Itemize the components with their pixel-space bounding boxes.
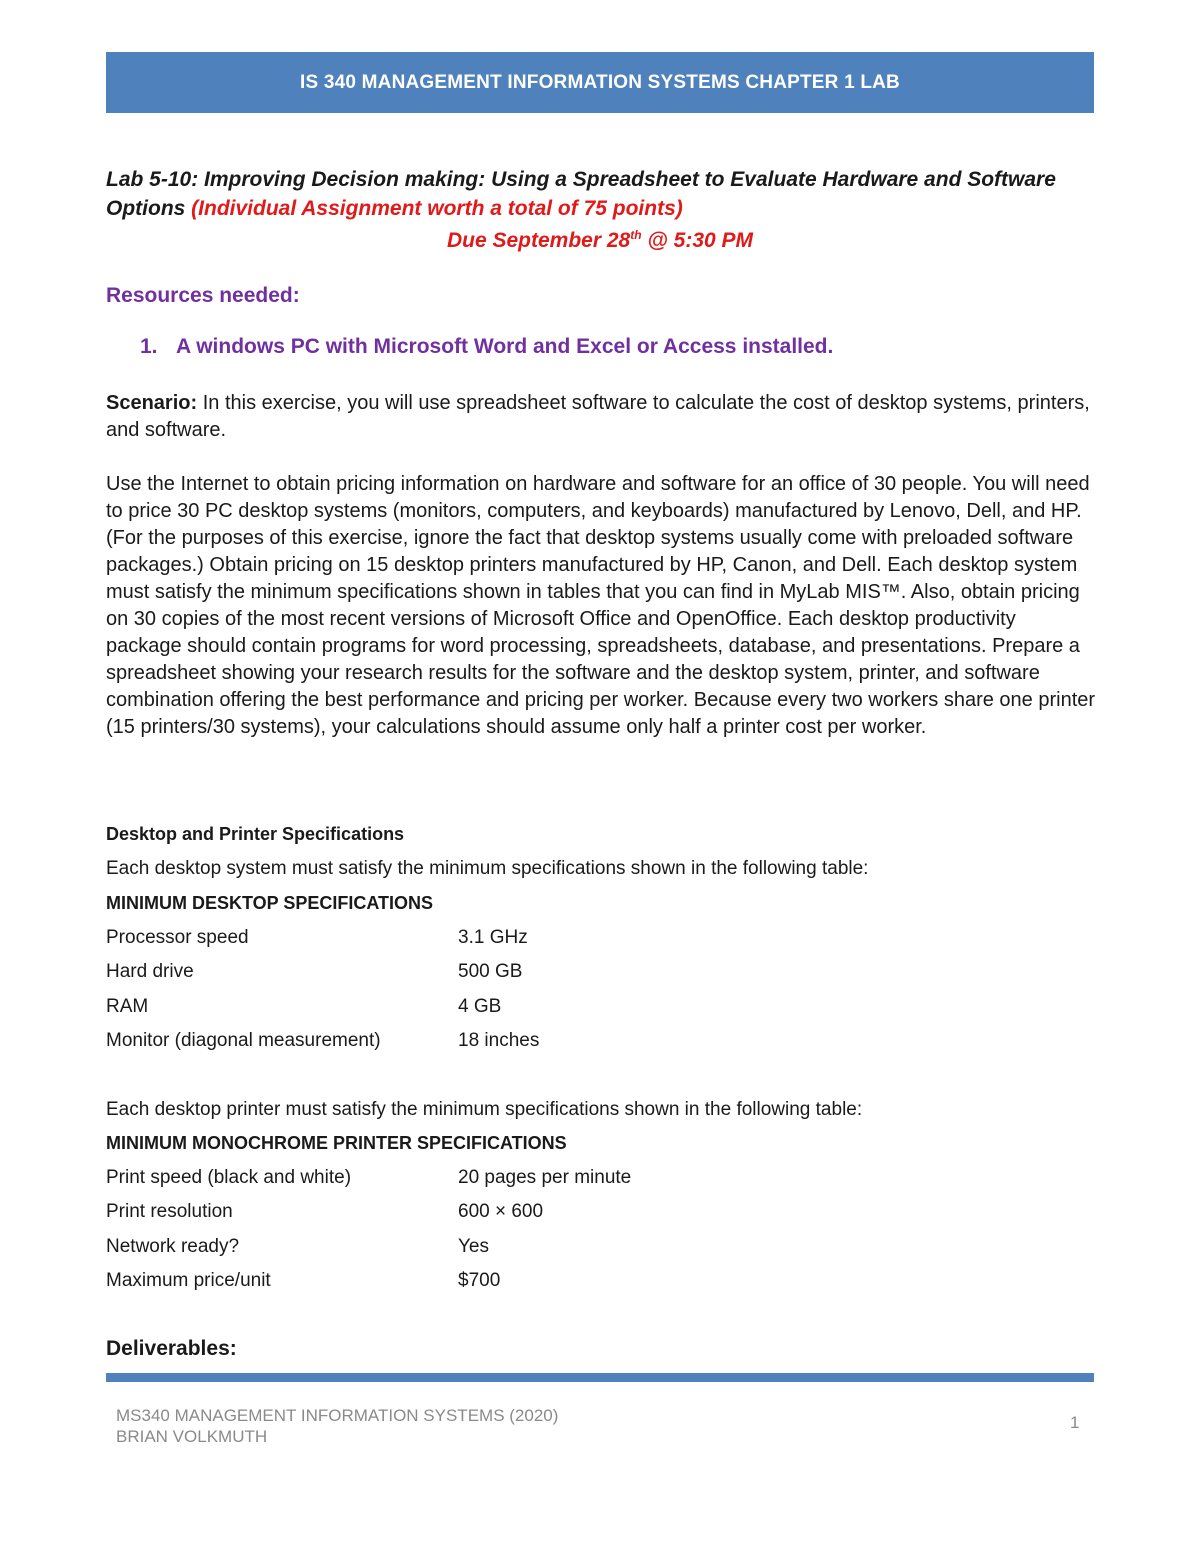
footer-divider	[106, 1373, 1094, 1382]
header-banner	[106, 52, 1094, 113]
resources-heading: Resources needed:	[106, 284, 300, 307]
spec-value: Yes	[458, 1236, 489, 1257]
spec-value: 20 pages per minute	[458, 1167, 632, 1188]
spec-label: Maximum price/unit	[106, 1270, 271, 1291]
spec-value: 18 inches	[458, 1030, 540, 1051]
lab-title-points-note: (Individual Assignment worth a total of 75 points)	[191, 197, 683, 220]
spec-label: Monitor (diagonal measurement)	[106, 1030, 381, 1051]
resource-list-number: 1.	[140, 335, 158, 358]
resource-list-item	[140, 335, 833, 359]
spec-label: Processor speed	[106, 927, 249, 948]
lab-title	[106, 165, 1096, 223]
scenario-label: Scenario:	[106, 392, 198, 414]
due-date-ordinal: th	[630, 228, 642, 242]
scenario-paragraph	[106, 390, 1096, 444]
spec-label: RAM	[106, 996, 149, 1017]
desktop-specs-title: MINIMUM DESKTOP SPECIFICATIONS	[106, 893, 434, 913]
resource-list-text: A windows PC with Microsoft Word and Excel or Access installed.	[176, 335, 834, 358]
spec-value: 4 GB	[458, 996, 502, 1017]
lab-title-main: Lab 5-10: Improving Decision making: Using a Spreadsheet to Evaluate Hardware and Software Options	[106, 168, 1056, 220]
footer-author-line: BRIAN VOLKMUTH	[116, 1427, 268, 1446]
due-date-prefix: Due September 28	[446, 229, 631, 252]
specs-heading: Desktop and Printer Specifications	[106, 824, 405, 844]
spec-value: 3.1 GHz	[458, 927, 528, 948]
desktop-specs-intro: Each desktop system must satisfy the minimum specifications shown in the following table:	[106, 858, 869, 879]
footer-text	[116, 1405, 558, 1447]
printer-specs-intro: Each desktop printer must satisfy the minimum specifications shown in the following table:	[106, 1099, 863, 1120]
footer-course-line: MS340 MANAGEMENT INFORMATION SYSTEMS (2020)	[116, 1406, 559, 1425]
spec-value: $700	[458, 1270, 501, 1291]
due-date	[106, 228, 1094, 253]
header-banner-text: IS 340 MANAGEMENT INFORMATION SYSTEMS CHAPTER 1 LAB	[300, 71, 900, 93]
spec-label: Network ready?	[106, 1236, 240, 1257]
deliverables-heading: Deliverables:	[106, 1337, 237, 1360]
spec-value: 600 × 600	[458, 1201, 544, 1222]
spec-label: Print speed (black and white)	[106, 1167, 352, 1188]
body-paragraph: Use the Internet to obtain pricing information on hardware and software for an office of 30 people. You will need to price 30 PC desktop systems (monitors, computers, and keyboards) manufactured by Lenovo, Dell, and HP. (For the purposes of this exercise, ignore the fact that desktop systems usually come with preloaded software packages.) Obtain pricing on 15 desktop printers manufactured by HP, Canon, and Dell. Each desktop system must satisfy the minimum specifications shown in tables that you can find in MyLab MIS™. Also, obtain pricing on 30 copies of the most recent versions of Microsoft Office and OpenOffice. Each desktop productivity package should contain programs for word processing, spreadsheets, database, and presentations. Prepare a spreadsheet showing your research results for the software and the desktop system, printer, and software combination offering the best performance and pricing per worker. Because every two workers share one printer (15 printers/30 systems), your calculations should assume only half a printer cost per worker.	[106, 473, 1096, 738]
spec-label: Hard drive	[106, 961, 194, 982]
due-date-suffix: @ 5:30 PM	[641, 229, 754, 252]
printer-specs-title: MINIMUM MONOCHROME PRINTER SPECIFICATIONS	[106, 1133, 567, 1153]
spec-label: Print resolution	[106, 1201, 233, 1222]
scenario-text: In this exercise, you will use spreadsheet software to calculate the cost of desktop systems, printers, and software.	[106, 392, 1090, 441]
page-number: 1	[1070, 1413, 1080, 1432]
spec-value: 500 GB	[458, 961, 523, 982]
